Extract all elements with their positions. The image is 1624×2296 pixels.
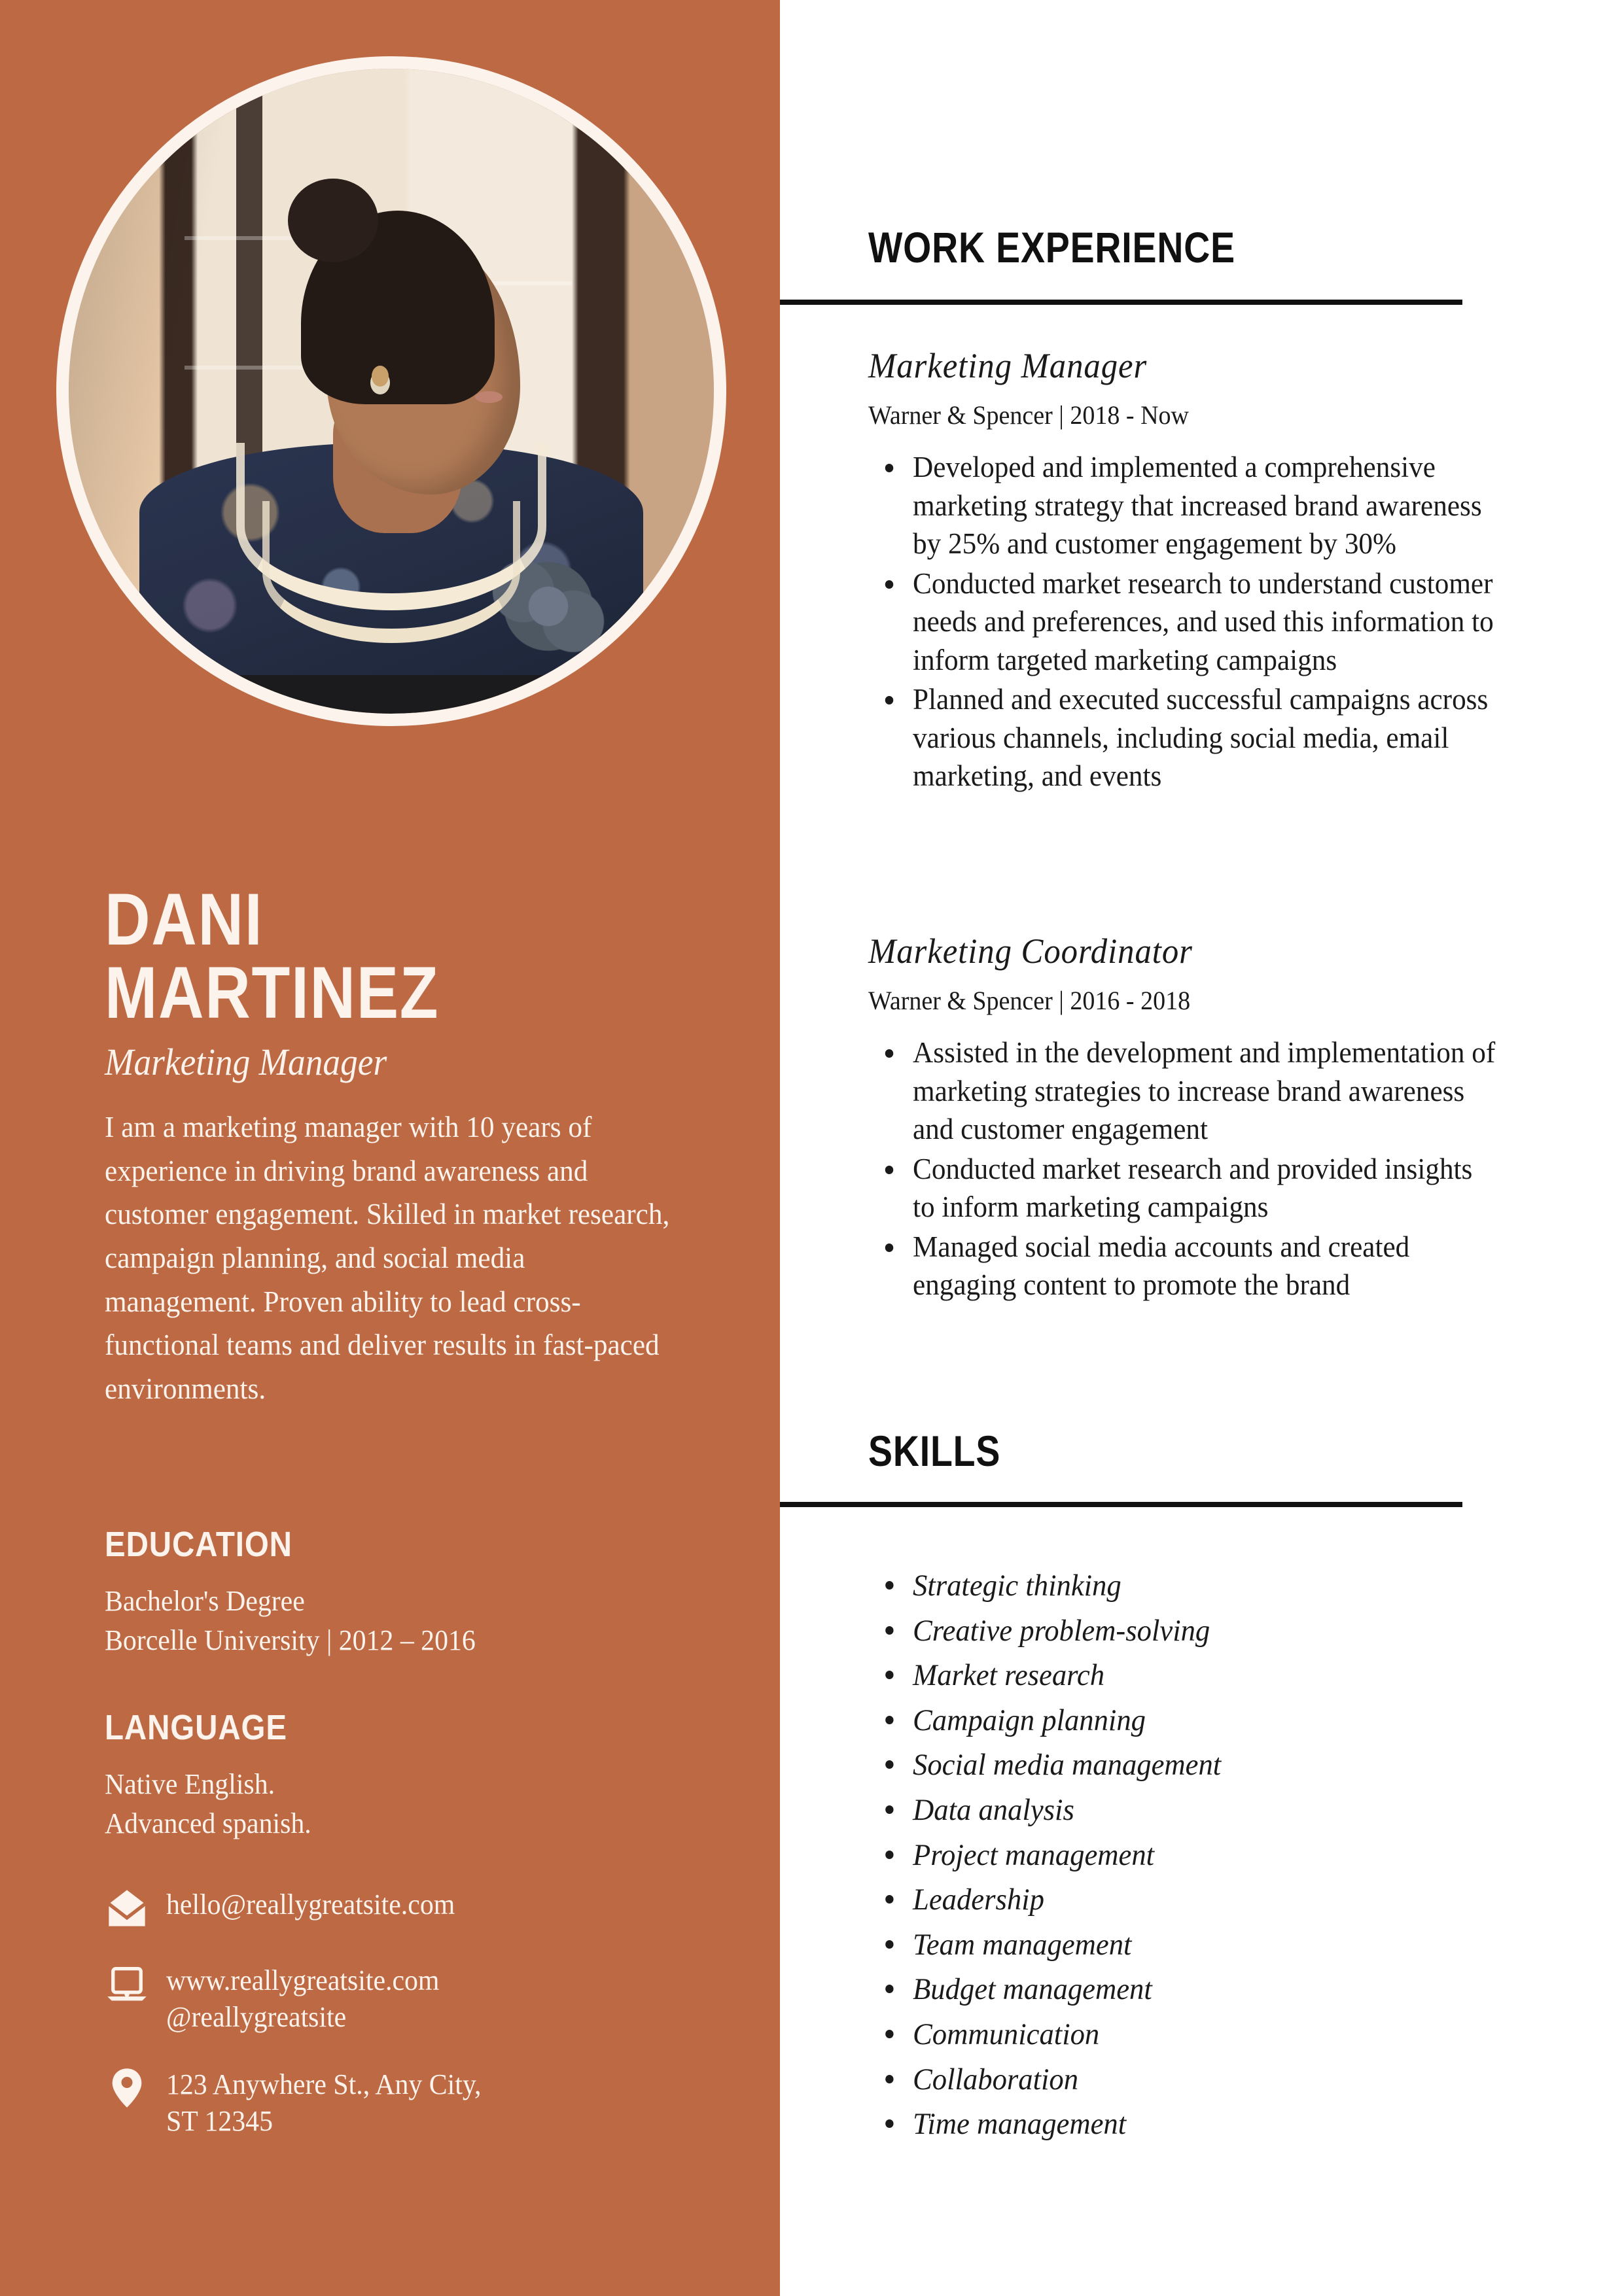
job-bullet-list (868, 448, 1523, 795)
skill-item: Time management (913, 2102, 1492, 2147)
skill-item: Leadership (913, 1877, 1492, 1922)
photo-hair-bun (288, 179, 378, 262)
job-title: Marketing Manager (868, 346, 1148, 385)
job-bullet-list (868, 1034, 1523, 1304)
contact-row-email[interactable] (105, 1884, 746, 1932)
profile-photo-frame (56, 56, 726, 726)
profile-bio: I am a marketing manager with 10 years of experience in driving brand awareness and customer engagement. Skilled in market research, campaign planning, and social media management. Proven ability to lead cross-functional teams and deliver results in fast-paced environments. (105, 1110, 670, 1406)
job-title: Marketing Coordinator (868, 931, 1193, 971)
job-company-dates: Warner & Spencer | 2016 - 2018 (868, 986, 1191, 1016)
work-experience-divider (780, 300, 1462, 305)
skill-item: Team management (913, 1922, 1492, 1968)
contact-website-handle: @reallygreatsite (166, 2001, 347, 2034)
photo-lips (475, 391, 503, 403)
work-experience-entry (868, 347, 1523, 797)
skill-item: Data analysis (913, 1788, 1492, 1833)
contact-website-text (166, 1960, 439, 2036)
job-bullet: Managed social media accounts and created engaging content to promote the brand (913, 1228, 1498, 1304)
skill-item: Strategic thinking (913, 1563, 1492, 1609)
job-bullet: Assisted in the development and implementation of marketing strategies to increase brand awareness and customer engagement (913, 1034, 1498, 1149)
education-details (105, 1582, 689, 1660)
language-heading: LANGUAGE (105, 1708, 287, 1747)
education-section (105, 1524, 720, 1660)
skills-divider (780, 1502, 1462, 1507)
skills-heading: SKILLS (868, 1427, 1001, 1475)
language-section (105, 1707, 720, 1843)
envelope-icon (105, 1884, 153, 1932)
skill-item: Project management (913, 1833, 1492, 1878)
profile-photo (69, 69, 714, 714)
contact-address-line-2: ST 12345 (166, 2104, 273, 2137)
contact-address-text (166, 2064, 481, 2140)
job-company-dates: Warner & Spencer | 2018 - Now (868, 400, 1189, 430)
language-line-1: Native English. (105, 1768, 275, 1800)
photo-earring (372, 366, 389, 387)
work-experience-entry (868, 932, 1523, 1306)
job-bullet: Planned and executed successful campaigns across various channels, including social media, email marketing, and events (913, 680, 1498, 795)
contact-row-website[interactable] (105, 1960, 746, 2036)
contact-website-url: www.reallygreatsite.com (166, 1964, 440, 1996)
education-heading: EDUCATION (105, 1525, 292, 1564)
education-institution: Borcelle University | 2012 – 2016 (105, 1624, 476, 1656)
skills-section (868, 1563, 1523, 2147)
main-content-column (780, 0, 1624, 2296)
job-role-subtitle: Marketing Manager (105, 1041, 387, 1083)
language-line-2: Advanced spanish. (105, 1807, 311, 1839)
job-bullet: Conducted market research to understand customer needs and preferences, and used this information to inform targeted marketing campaigns (913, 565, 1498, 680)
language-details (105, 1765, 689, 1843)
job-bullet: Conducted market research and provided insights to inform marketing campaigns (913, 1150, 1498, 1226)
skills-list (868, 1563, 1523, 2147)
location-pin-icon (105, 2064, 153, 2112)
skill-item: Social media management (913, 1743, 1492, 1788)
skill-item: Communication (913, 2012, 1492, 2057)
work-experience-heading: WORK EXPERIENCE (868, 223, 1235, 271)
name-block (105, 878, 733, 1034)
job-bullet: Developed and implemented a comprehensive marketing strategy that increased brand awareness by 25% and customer engagement by 30% (913, 448, 1498, 563)
skill-item: Creative problem-solving (913, 1609, 1492, 1654)
contact-row-address[interactable] (105, 2064, 746, 2140)
skill-item: Budget management (913, 1967, 1492, 2012)
education-degree: Bachelor's Degree (105, 1585, 305, 1617)
first-name: DANI (105, 878, 264, 960)
last-name: MARTINEZ (105, 952, 440, 1034)
laptop-icon (105, 1960, 153, 2008)
left-sidebar-panel (0, 0, 780, 2296)
skill-item: Market research (913, 1653, 1492, 1698)
contact-email-text: hello@reallygreatsite.com (166, 1888, 455, 1921)
skill-item: Collaboration (913, 2057, 1492, 2102)
contact-address-line-1: 123 Anywhere St., Any City, (166, 2068, 482, 2100)
skill-item: Campaign planning (913, 1698, 1492, 1743)
contact-section (105, 1884, 746, 2167)
